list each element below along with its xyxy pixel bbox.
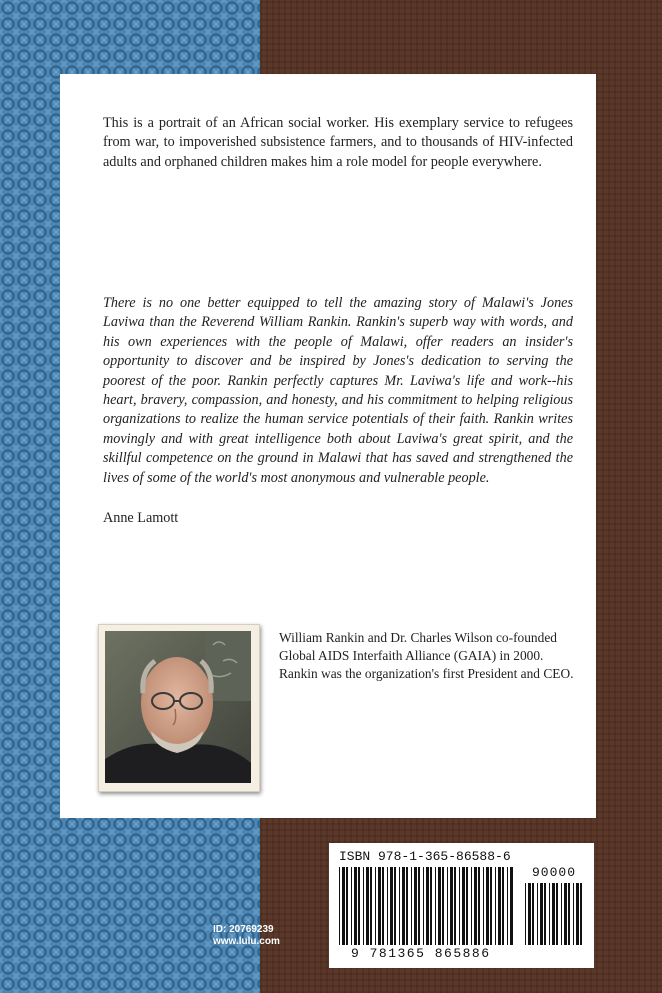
text-panel (60, 74, 596, 818)
ean-digits: 9 781365 865886 (351, 946, 491, 961)
author-bio: William Rankin and Dr. Charles Wilson co-founded Global AIDS Interfaith Alliance (GAIA) in 2000. Rankin was the organization's first President and CEO. (279, 630, 574, 681)
endorsement-author: Anne Lamott (103, 510, 179, 526)
intro-paragraph: This is a portrait of an African social worker. His exemplary service to refugees from war, to impoverished subsistence farmers, and to thousands of HIV-infected adults and orphaned children makes him a role model for people everywhere. (103, 115, 573, 170)
printer-site: www.lulu.com (213, 936, 280, 947)
isbn-barcode (329, 843, 594, 968)
author-photo (105, 631, 251, 783)
author-photo-frame (98, 624, 260, 792)
price-digits: 90000 (532, 865, 577, 880)
endorsement-quote: There is no one better equipped to tell the amazing story of Malawi's Jones Laviwa than the Reverend William Rankin. Rankin's superb way with words, and his own experiences with the people of Malawi, offer readers an insider's opportunity to discover and be inspired by Jones's dedication to serving the poorest of the poor. Rankin perfectly captures Mr. Laviwa's life and work--his heart, bravery, compassion, and honesty, and his commitment to helping religious organizations to realize the human service potentials of their faith. Rankin writes movingly and with great intelligence both about Laviwa's great spirit, and the skillful competence on the ground in Malawi that has saved and strengthened the lives of some of the world's most anonymous and vulnerable people. (103, 295, 573, 486)
printer-id: ID: 20769239 (213, 924, 274, 935)
printer-info (213, 924, 280, 948)
isbn-label: ISBN 978-1-365-86588-6 (339, 849, 511, 864)
